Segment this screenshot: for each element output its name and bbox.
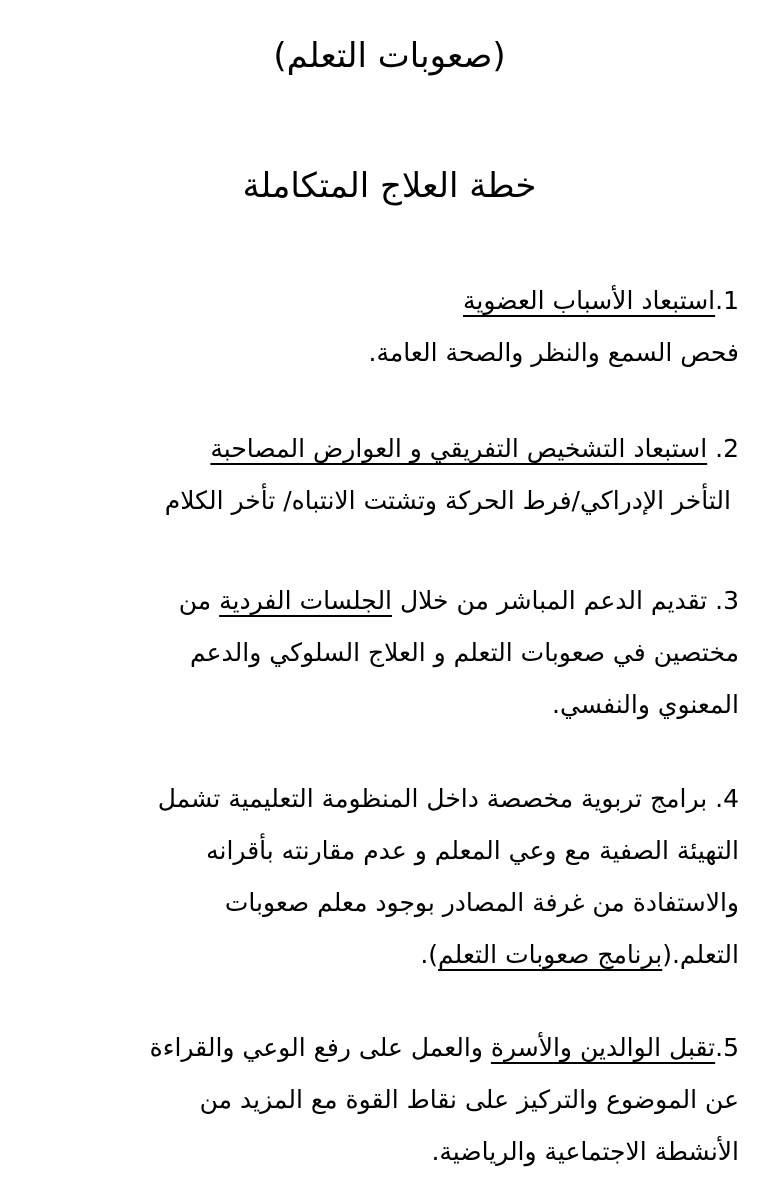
item-line: 4. برامج تربوية مخصصة داخل المنظومة التعليمية تشمل	[157, 784, 739, 813]
plan-item-4	[39, 773, 739, 981]
plan-item-5	[39, 1022, 739, 1178]
item-line: المعنوي والنفسي.	[552, 690, 739, 719]
underlined-heading: استبعاد التشخيص التفريقي و العوارض المصاحبة	[210, 434, 708, 463]
underlined-phrase: تقبل الوالدين والأسرة	[490, 1033, 716, 1062]
underlined-phrase: برنامج صعوبات التعلم	[438, 940, 663, 969]
item-line: فحص السمع والنظر والصحة العامة.	[368, 338, 739, 367]
page-subtitle: خطة العلاج المتكاملة	[242, 166, 537, 206]
item-line: التأخر الإدراكي/فرط الحركة وتشتت الانتباه/ تأخر الكلام	[164, 486, 731, 515]
plan-item-3	[39, 575, 739, 731]
plan-item-1	[39, 275, 739, 379]
plan-item-2	[39, 423, 739, 527]
underlined-heading: استبعاد الأسباب العضوية	[463, 286, 716, 315]
item-line: 1.استبعاد الأسباب العضوية	[463, 286, 739, 315]
underlined-phrase: الجلسات الفردية	[219, 586, 393, 615]
item-line: 3. تقديم الدعم المباشر من خلال الجلسات الفردية من	[178, 586, 739, 615]
item-line: مختصين في صعوبات التعلم و العلاج السلوكي والدعم	[190, 638, 739, 667]
item-line: 5.تقبل الوالدين والأسرة والعمل على رفع الوعي والقراءة	[149, 1033, 739, 1062]
item-line: 2. استبعاد التشخيص التفريقي و العوارض المصاحبة	[210, 434, 739, 463]
item-line: والاستفادة من غرفة المصادر بوجود معلم صعوبات	[224, 888, 739, 917]
page-title: (صعوبات التعلم)	[273, 36, 506, 76]
item-line: عن الموضوع والتركيز على نقاط القوة مع المزيد من	[199, 1085, 739, 1114]
item-line: التعلم.(برنامج صعوبات التعلم).	[420, 940, 739, 969]
item-line: التهيئة الصفية مع وعي المعلم و عدم مقارنته بأقرانه	[206, 836, 739, 865]
item-line: الأنشطة الاجتماعية والرياضية.	[431, 1137, 739, 1166]
